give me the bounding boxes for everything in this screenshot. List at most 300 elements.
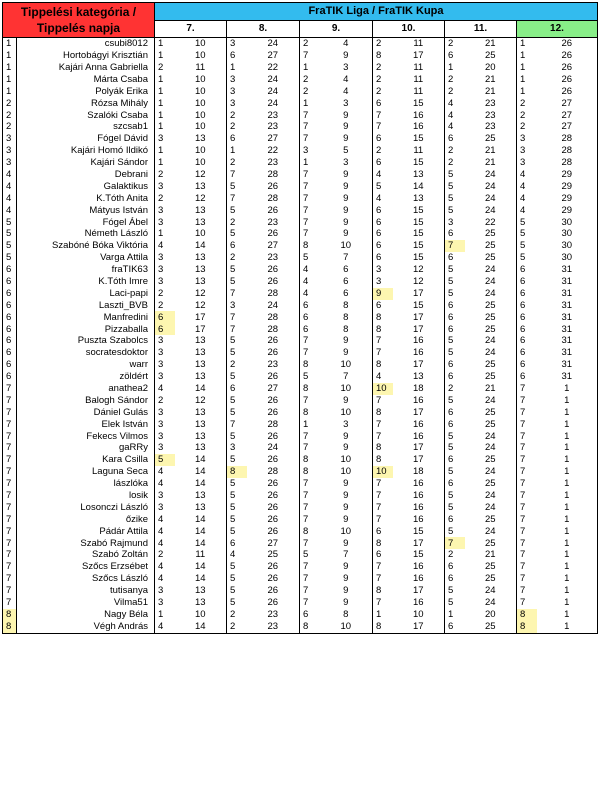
round-position-cell: 5: [517, 240, 537, 252]
table-row: [3, 371, 598, 383]
round-position-cell: 2: [155, 62, 175, 74]
round-position-cell: 6: [445, 573, 465, 585]
round-points-cell: 14: [175, 526, 227, 538]
round-position-cell: 4: [300, 264, 320, 276]
round-points-cell: 1: [537, 621, 598, 633]
table-row: [3, 121, 598, 133]
table-row: [3, 621, 598, 633]
round-position-cell: 6: [445, 252, 465, 264]
round-position-cell: 6: [373, 157, 393, 169]
round-points-cell: 10: [320, 621, 373, 633]
round-points-cell: 26: [247, 597, 300, 609]
round-points-cell: 13: [393, 169, 445, 181]
round-points-cell: 17: [393, 323, 445, 335]
round-position-cell: 5: [445, 288, 465, 300]
round-points-cell: 15: [393, 549, 445, 561]
round-points-cell: 9: [320, 216, 373, 228]
player-name: Elek István: [17, 419, 155, 431]
round-position-cell: 1: [155, 109, 175, 121]
round-points-cell: 13: [175, 371, 227, 383]
round-points-cell: 25: [465, 419, 517, 431]
round-points-cell: 14: [175, 454, 227, 466]
player-name: Szalóki Csaba: [17, 109, 155, 121]
category-cell: 6: [3, 288, 17, 300]
round-position-cell: 7: [373, 514, 393, 526]
round-points-cell: 3: [320, 419, 373, 431]
round-position-cell: 2: [227, 121, 247, 133]
round-position-cell: 7: [445, 240, 465, 252]
round-points-cell: 26: [247, 478, 300, 490]
category-cell: 7: [3, 597, 17, 609]
round-position-cell: 4: [373, 193, 393, 205]
round-position-cell: 5: [227, 347, 247, 359]
table-row: [3, 181, 598, 193]
player-name: Losonczi László: [17, 502, 155, 514]
round-points-cell: 10: [175, 74, 227, 86]
player-name: Pizzaballa: [17, 323, 155, 335]
category-cell: 7: [3, 585, 17, 597]
category-cell: 1: [3, 38, 17, 50]
round-points-cell: 25: [465, 537, 517, 549]
category-cell: 6: [3, 300, 17, 312]
round-header: 10.: [373, 20, 445, 38]
round-position-cell: 3: [517, 133, 537, 145]
round-position-cell: 7: [373, 597, 393, 609]
round-position-cell: 5: [227, 585, 247, 597]
category-cell: 6: [3, 347, 17, 359]
round-position-cell: 4: [155, 573, 175, 585]
round-points-cell: 10: [175, 50, 227, 62]
round-points-cell: 9: [320, 573, 373, 585]
round-position-cell: 8: [300, 383, 320, 395]
round-points-cell: 25: [465, 573, 517, 585]
round-position-cell: 1: [445, 609, 465, 621]
round-points-cell: 3: [320, 62, 373, 74]
round-position-cell: 3: [445, 216, 465, 228]
category-cell: 7: [3, 514, 17, 526]
table-row: [3, 216, 598, 228]
round-points-cell: 13: [393, 193, 445, 205]
round-points-cell: 21: [465, 157, 517, 169]
round-points-cell: 10: [175, 145, 227, 157]
round-position-cell: 5: [517, 252, 537, 264]
round-points-cell: 16: [393, 121, 445, 133]
round-position-cell: 7: [373, 490, 393, 502]
round-position-cell: 2: [445, 86, 465, 98]
round-position-cell: 4: [155, 526, 175, 538]
round-position-cell: 1: [227, 62, 247, 74]
player-name: Szabó Rajmund: [17, 537, 155, 549]
round-position-cell: 1: [445, 62, 465, 74]
round-position-cell: 6: [373, 252, 393, 264]
round-points-cell: 25: [465, 478, 517, 490]
round-position-cell: 7: [373, 430, 393, 442]
table-body: [3, 38, 598, 634]
player-name: Vilma51: [17, 597, 155, 609]
round-position-cell: 5: [445, 430, 465, 442]
round-position-cell: 4: [373, 169, 393, 181]
round-points-cell: 20: [465, 62, 517, 74]
round-position-cell: 4: [227, 549, 247, 561]
round-points-cell: 13: [393, 371, 445, 383]
category-cell: 7: [3, 454, 17, 466]
round-points-cell: 18: [393, 466, 445, 478]
round-points-cell: 21: [465, 549, 517, 561]
category-cell: 5: [3, 252, 17, 264]
round-position-cell: 3: [227, 74, 247, 86]
round-points-cell: 10: [320, 359, 373, 371]
round-position-cell: 7: [517, 478, 537, 490]
round-points-cell: 17: [393, 537, 445, 549]
round-position-cell: 7: [227, 169, 247, 181]
round-header: 11.: [445, 20, 517, 38]
round-position-cell: 7: [300, 597, 320, 609]
table-row: [3, 442, 598, 454]
table-row: [3, 585, 598, 597]
round-points-cell: 1: [537, 609, 598, 621]
round-points-cell: 13: [175, 133, 227, 145]
round-points-cell: 17: [393, 442, 445, 454]
round-points-cell: 10: [320, 407, 373, 419]
round-points-cell: 24: [465, 490, 517, 502]
round-position-cell: 8: [373, 323, 393, 335]
round-position-cell: 8: [373, 537, 393, 549]
round-position-cell: 6: [373, 526, 393, 538]
round-position-cell: 7: [373, 561, 393, 573]
round-points-cell: 23: [247, 621, 300, 633]
round-position-cell: 6: [155, 323, 175, 335]
round-points-cell: 17: [393, 359, 445, 371]
round-position-cell: 6: [227, 537, 247, 549]
round-position-cell: 6: [445, 371, 465, 383]
round-position-cell: 5: [373, 181, 393, 193]
round-points-cell: 13: [175, 597, 227, 609]
round-points-cell: 12: [393, 276, 445, 288]
round-points-cell: 9: [320, 478, 373, 490]
round-position-cell: 7: [517, 490, 537, 502]
player-name: Nagy Béla: [17, 609, 155, 621]
round-position-cell: 2: [445, 383, 465, 395]
round-position-cell: 5: [227, 276, 247, 288]
round-position-cell: 6: [445, 478, 465, 490]
round-position-cell: 7: [300, 169, 320, 181]
table-row: [3, 502, 598, 514]
round-position-cell: 5: [300, 549, 320, 561]
category-cell: 2: [3, 109, 17, 121]
round-points-cell: 1: [537, 549, 598, 561]
round-points-cell: 26: [247, 228, 300, 240]
category-cell: 6: [3, 371, 17, 383]
round-position-cell: 1: [517, 86, 537, 98]
round-position-cell: 5: [445, 204, 465, 216]
round-position-cell: 3: [517, 145, 537, 157]
player-name: Debrani: [17, 169, 155, 181]
round-points-cell: 1: [537, 419, 598, 431]
round-points-cell: 1: [537, 395, 598, 407]
round-position-cell: 6: [517, 276, 537, 288]
round-points-cell: 26: [247, 585, 300, 597]
round-position-cell: 2: [227, 609, 247, 621]
table-row: [3, 549, 598, 561]
round-points-cell: 25: [465, 133, 517, 145]
round-points-cell: 26: [247, 407, 300, 419]
round-points-cell: 24: [247, 97, 300, 109]
round-position-cell: 2: [227, 157, 247, 169]
round-position-cell: 6: [373, 549, 393, 561]
round-position-cell: 5: [227, 264, 247, 276]
round-position-cell: 10: [373, 466, 393, 478]
round-points-cell: 1: [537, 537, 598, 549]
round-position-cell: 6: [445, 419, 465, 431]
round-position-cell: 4: [155, 514, 175, 526]
round-position-cell: 7: [373, 335, 393, 347]
round-points-cell: 24: [465, 169, 517, 181]
round-points-cell: 28: [247, 419, 300, 431]
player-name: Szőcs Erzsébet: [17, 561, 155, 573]
round-points-cell: 16: [393, 490, 445, 502]
player-name: Dániel Gulás: [17, 407, 155, 419]
round-position-cell: 6: [373, 240, 393, 252]
round-position-cell: 5: [445, 442, 465, 454]
round-position-cell: 2: [227, 359, 247, 371]
category-cell: 7: [3, 561, 17, 573]
round-position-cell: 2: [300, 74, 320, 86]
round-position-cell: 2: [517, 109, 537, 121]
round-points-cell: 26: [247, 502, 300, 514]
round-points-cell: 11: [393, 38, 445, 50]
round-position-cell: 9: [373, 288, 393, 300]
round-points-cell: 24: [465, 347, 517, 359]
round-position-cell: 5: [227, 526, 247, 538]
round-position-cell: 2: [373, 62, 393, 74]
table-row: [3, 109, 598, 121]
round-position-cell: 6: [445, 300, 465, 312]
player-name: Végh András: [17, 621, 155, 633]
round-points-cell: 28: [247, 323, 300, 335]
round-position-cell: 6: [373, 216, 393, 228]
round-position-cell: 1: [517, 38, 537, 50]
round-position-cell: 3: [517, 157, 537, 169]
round-points-cell: 25: [465, 228, 517, 240]
table-row: [3, 430, 598, 442]
player-name: csubi8012: [17, 38, 155, 50]
round-points-cell: 29: [537, 169, 598, 181]
round-points-cell: 25: [465, 50, 517, 62]
round-points-cell: 24: [465, 276, 517, 288]
round-position-cell: 5: [445, 395, 465, 407]
round-points-cell: 17: [393, 407, 445, 419]
round-points-cell: 22: [247, 145, 300, 157]
table-row: [3, 157, 598, 169]
round-points-cell: 24: [465, 442, 517, 454]
round-position-cell: 2: [155, 395, 175, 407]
round-position-cell: 1: [300, 62, 320, 74]
round-points-cell: 16: [393, 573, 445, 585]
category-cell: 6: [3, 359, 17, 371]
round-position-cell: 6: [445, 228, 465, 240]
round-points-cell: 25: [465, 407, 517, 419]
category-cell: 4: [3, 204, 17, 216]
category-cell: 3: [3, 157, 17, 169]
round-position-cell: 7: [517, 502, 537, 514]
table-row: [3, 133, 598, 145]
round-position-cell: 6: [227, 133, 247, 145]
round-points-cell: 26: [247, 204, 300, 216]
round-points-cell: 28: [247, 311, 300, 323]
table-row: [3, 276, 598, 288]
table-row: [3, 490, 598, 502]
round-position-cell: 3: [155, 407, 175, 419]
round-points-cell: 17: [393, 585, 445, 597]
table-row: [3, 50, 598, 62]
round-points-cell: 29: [537, 193, 598, 205]
round-points-cell: 16: [393, 478, 445, 490]
round-points-cell: 10: [175, 121, 227, 133]
round-points-cell: 31: [537, 300, 598, 312]
round-position-cell: 6: [517, 347, 537, 359]
round-points-cell: 24: [465, 204, 517, 216]
round-points-cell: 1: [537, 430, 598, 442]
player-name: Fógel Ábel: [17, 216, 155, 228]
table-row: [3, 419, 598, 431]
round-position-cell: 1: [373, 609, 393, 621]
round-points-cell: 24: [465, 585, 517, 597]
round-points-cell: 27: [247, 537, 300, 549]
round-position-cell: 4: [445, 109, 465, 121]
round-points-cell: 12: [393, 264, 445, 276]
round-points-cell: 7: [320, 252, 373, 264]
round-position-cell: 8: [300, 526, 320, 538]
round-points-cell: 14: [175, 621, 227, 633]
category-cell: 7: [3, 573, 17, 585]
round-points-cell: 12: [175, 169, 227, 181]
round-points-cell: 21: [465, 74, 517, 86]
round-position-cell: 1: [155, 609, 175, 621]
player-name: Hortobágyi Krisztián: [17, 50, 155, 62]
round-position-cell: 6: [373, 133, 393, 145]
round-position-cell: 6: [517, 371, 537, 383]
header-line-2: Tippelés napja: [36, 21, 121, 35]
round-position-cell: 6: [445, 323, 465, 335]
round-position-cell: 7: [373, 573, 393, 585]
category-cell: 7: [3, 526, 17, 538]
round-position-cell: 7: [227, 419, 247, 431]
round-points-cell: 5: [320, 145, 373, 157]
round-points-cell: 23: [247, 121, 300, 133]
round-position-cell: 7: [300, 228, 320, 240]
round-points-cell: 11: [175, 62, 227, 74]
round-position-cell: 4: [155, 537, 175, 549]
round-position-cell: 1: [155, 228, 175, 240]
player-name: Laci-papi: [17, 288, 155, 300]
table-row: [3, 86, 598, 98]
round-position-cell: 5: [517, 216, 537, 228]
round-position-cell: 4: [517, 193, 537, 205]
round-position-cell: 8: [517, 621, 537, 633]
round-position-cell: 10: [373, 383, 393, 395]
round-points-cell: 11: [393, 145, 445, 157]
round-points-cell: 3: [320, 157, 373, 169]
player-name: K.Tóth Anita: [17, 193, 155, 205]
player-name: Kara Csilla: [17, 454, 155, 466]
table-row: [3, 407, 598, 419]
category-cell: 4: [3, 169, 17, 181]
round-points-cell: 10: [175, 109, 227, 121]
round-position-cell: 7: [300, 561, 320, 573]
round-position-cell: 1: [155, 86, 175, 98]
table-row: [3, 74, 598, 86]
round-position-cell: 5: [227, 573, 247, 585]
player-name: warr: [17, 359, 155, 371]
round-points-cell: 30: [537, 228, 598, 240]
round-position-cell: 7: [373, 419, 393, 431]
round-points-cell: 13: [175, 585, 227, 597]
round-position-cell: 7: [517, 430, 537, 442]
player-name: Puszta Szabolcs: [17, 335, 155, 347]
round-position-cell: 5: [445, 264, 465, 276]
round-position-cell: 6: [445, 454, 465, 466]
player-name: Kajári Anna Gabriella: [17, 62, 155, 74]
round-points-cell: 25: [465, 514, 517, 526]
round-position-cell: 3: [227, 300, 247, 312]
round-points-cell: 26: [247, 454, 300, 466]
player-name: őzike: [17, 514, 155, 526]
round-position-cell: 1: [300, 419, 320, 431]
round-position-cell: 7: [517, 561, 537, 573]
round-points-cell: 13: [175, 490, 227, 502]
category-cell: 5: [3, 216, 17, 228]
round-points-cell: 10: [175, 97, 227, 109]
round-points-cell: 9: [320, 109, 373, 121]
round-position-cell: 5: [445, 597, 465, 609]
category-cell: 6: [3, 311, 17, 323]
round-points-cell: 28: [247, 193, 300, 205]
category-cell: 7: [3, 537, 17, 549]
round-points-cell: 27: [247, 133, 300, 145]
round-points-cell: 24: [465, 466, 517, 478]
round-points-cell: 13: [175, 216, 227, 228]
round-points-cell: 14: [175, 514, 227, 526]
round-points-cell: 11: [393, 86, 445, 98]
round-points-cell: 25: [247, 549, 300, 561]
round-position-cell: 3: [155, 585, 175, 597]
liga-header: FraTIK Liga / FraTIK Kupa: [155, 3, 598, 21]
round-position-cell: 5: [300, 252, 320, 264]
round-position-cell: 8: [373, 454, 393, 466]
round-position-cell: 6: [517, 359, 537, 371]
round-position-cell: 1: [517, 50, 537, 62]
round-points-cell: 8: [320, 311, 373, 323]
round-points-cell: 12: [175, 300, 227, 312]
round-position-cell: 3: [155, 252, 175, 264]
round-position-cell: 4: [155, 466, 175, 478]
round-points-cell: 13: [175, 407, 227, 419]
player-name: Fekecs Vilmos: [17, 430, 155, 442]
round-points-cell: 16: [393, 514, 445, 526]
round-position-cell: 2: [445, 157, 465, 169]
round-position-cell: 7: [300, 204, 320, 216]
round-header-current: 12.: [517, 20, 598, 38]
round-points-cell: 17: [393, 454, 445, 466]
round-points-cell: 15: [393, 133, 445, 145]
round-position-cell: 8: [373, 311, 393, 323]
round-position-cell: 7: [373, 395, 393, 407]
round-points-cell: 16: [393, 335, 445, 347]
round-points-cell: 11: [175, 549, 227, 561]
round-points-cell: 9: [320, 597, 373, 609]
round-points-cell: 27: [537, 109, 598, 121]
round-position-cell: 8: [373, 359, 393, 371]
